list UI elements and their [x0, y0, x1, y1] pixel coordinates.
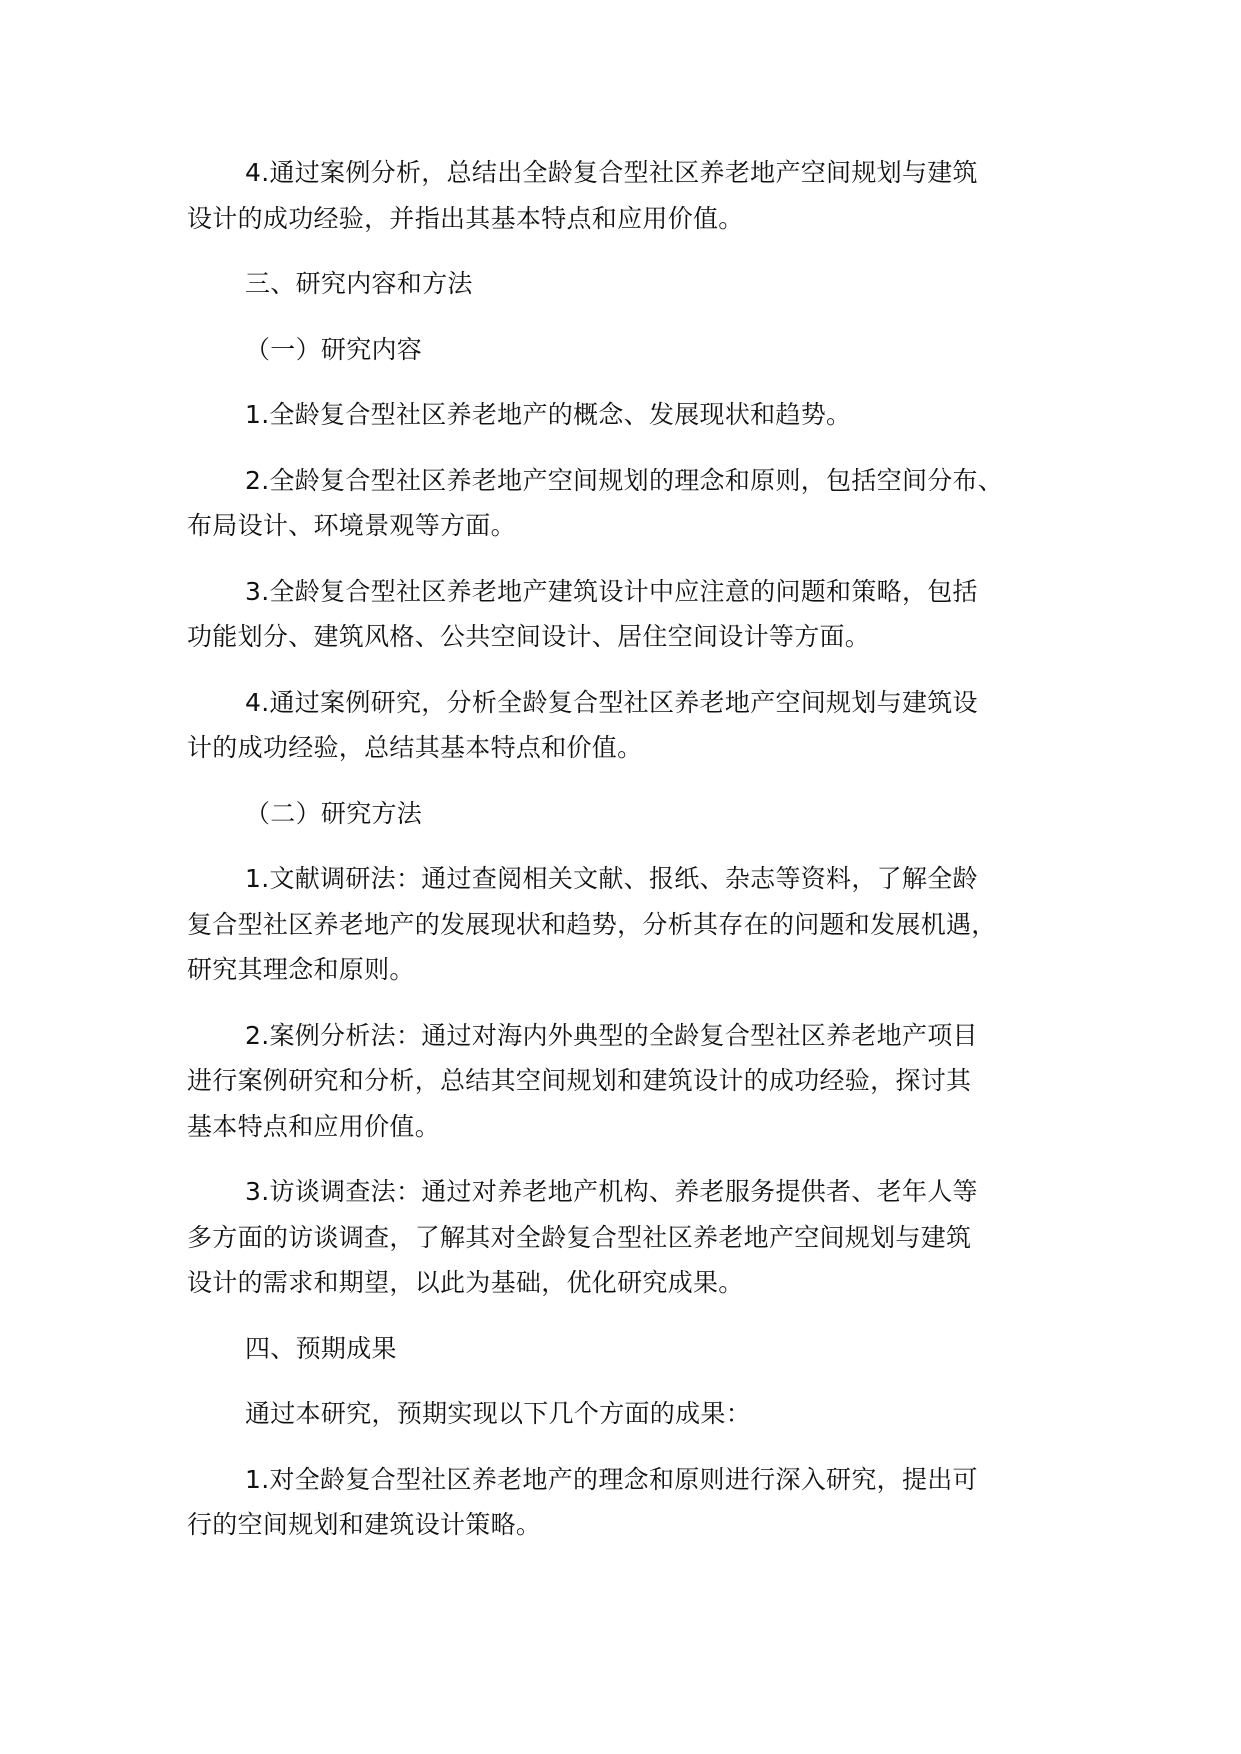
paragraph-result-1: [187, 1457, 1087, 1548]
subsection-heading-methods: （二）研究方法: [245, 798, 423, 828]
text-line: 设计的成功经验，并指出其基本特点和应用价值。: [187, 203, 744, 233]
text-line: 1.文献调研法：通过查阅相关文献、报纸、杂志等资料，了解全龄: [245, 864, 978, 893]
text-line: 1.全龄复合型社区养老地产的概念、发展现状和趋势。: [245, 400, 852, 429]
text-line: 功能划分、建筑风格、公共空间设计、居住空间设计等方面。: [187, 622, 871, 651]
text-line: 3.访谈调查法：通过对养老地产机构、养老服务提供者、老年人等: [245, 1177, 978, 1206]
text-line: 进行案例研究和分析，总结其空间规划和建筑设计的成功经验，探讨其: [187, 1066, 972, 1095]
text-line: 2.案例分析法：通过对海内外典型的全龄复合型社区养老地产项目: [245, 1020, 978, 1050]
section-heading-4: 四、预期成果: [245, 1333, 397, 1363]
paragraph-results-intro: 通过本研究，预期实现以下几个方面的成果：: [245, 1399, 752, 1428]
document-body: [187, 150, 1087, 1568]
text-line: 1.对全龄复合型社区养老地产的理念和原则进行深入研究，提出可: [245, 1464, 978, 1494]
section-heading-3: 三、研究内容和方法: [245, 269, 473, 298]
text-line: 布局设计、环境景观等方面。: [187, 511, 516, 540]
paragraph-objective-4: [187, 150, 1087, 241]
text-line: 基本特点和应用价值。: [187, 1111, 441, 1141]
text-line: 设计的需求和期望，以此为基础，优化研究成果。: [187, 1268, 744, 1297]
text-line: 多方面的访谈调查，了解其对全龄复合型社区养老地产空间规划与建筑: [187, 1222, 972, 1252]
text-line: 3.全龄复合型社区养老地产建筑设计中应注意的问题和策略，包括: [245, 576, 978, 606]
subsection-heading-content: （一）研究内容: [245, 334, 423, 364]
paragraph-content-4: [187, 680, 1087, 771]
text-line: 行的空间规划和建筑设计策略。: [187, 1510, 542, 1539]
paragraph-method-2: [187, 1013, 1087, 1150]
paragraph-method-3: [187, 1169, 1087, 1306]
paragraph-content-3: [187, 569, 1087, 660]
paragraph-method-1: [187, 856, 1087, 993]
text-line: 复合型社区养老地产的发展现状和趋势，分析其存在的问题和发展机遇，: [187, 909, 997, 939]
text-line: 研究其理念和原则。: [187, 955, 415, 984]
paragraph-content-2: [187, 458, 1087, 549]
text-line: 4.通过案例研究，分析全龄复合型社区养老地产空间规划与建筑设: [245, 687, 978, 717]
paragraph-content-1: [187, 392, 1087, 438]
text-line: 计的成功经验，总结其基本特点和价值。: [187, 733, 643, 762]
text-line: 2.全龄复合型社区养老地产空间规划的理念和原则，包括空间分布、: [245, 465, 1004, 495]
text-line: 4.通过案例分析，总结出全龄复合型社区养老地产空间规划与建筑: [245, 158, 978, 187]
